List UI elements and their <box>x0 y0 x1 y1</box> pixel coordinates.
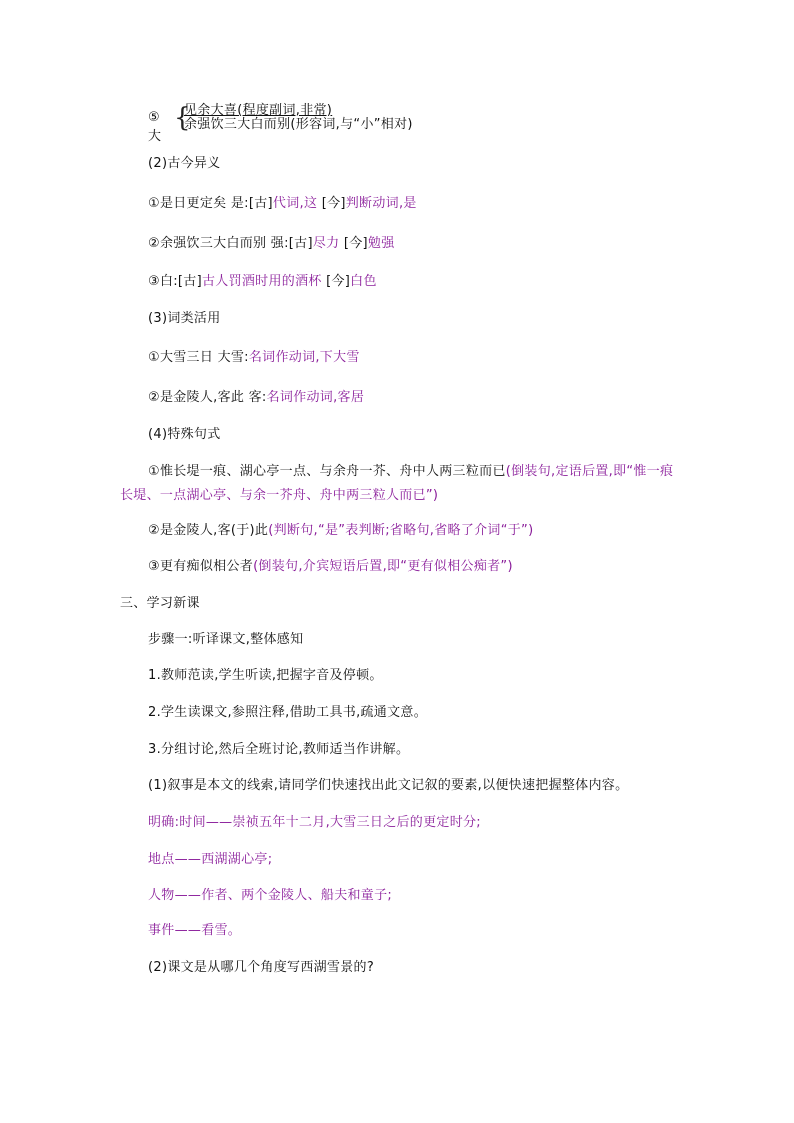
teshu-item-1-text: ①惟长堤一痕、湖心亭一点、与余舟一芥、舟中人两三粒而已 <box>148 464 506 479</box>
left-brace-icon: { <box>174 103 191 133</box>
teshu-item-3-answer: (倒装句,介宾短语后置,即“更有似相公痴者”) <box>253 559 513 574</box>
gujin-item-3 <box>148 273 377 291</box>
cilei-item-1 <box>148 349 360 367</box>
gujin-item-1-prefix: ①是日更定矣 是:[古] <box>148 196 273 211</box>
step-1-item-3: 3.分组讨论,然后全班讨论,教师适当作讲解。 <box>148 742 410 757</box>
item5-label: ⑤大 <box>148 110 162 144</box>
teshu-item-2-answer: (判断句,“是”表判断;省略句,省略了介词“于”) <box>268 523 534 538</box>
cilei-item-1-prefix: ①大雪三日 大雪: <box>148 350 249 365</box>
section-heading-new-lesson: 三、学习新课 <box>120 596 200 611</box>
answer-characters: 人物——作者、两个金陵人、船夫和童子; <box>148 888 393 903</box>
answer-event: 事件——看雪。 <box>148 923 242 938</box>
gujin-item-2-ancient: 尽力 <box>312 236 340 251</box>
gujin-item-2-modern: 勉强 <box>367 236 395 251</box>
gujin-item-1 <box>148 195 417 213</box>
gujin-item-3-ancient: 古人罚酒时用的酒杯 <box>201 274 322 289</box>
teshu-item-1-answer: (倒装句,定语后置,即“惟一痕长堤、一点湖心亭、与余一芥舟、舟中两三粒人而已”) <box>120 464 674 503</box>
teshu-item-3-text: ③更有痴似相公者 <box>148 559 254 574</box>
gujin-item-2-mid: [今] <box>339 236 368 251</box>
gujin-item-3-modern: 白色 <box>350 274 377 289</box>
gujin-item-1-modern: 判断动词,是 <box>345 196 417 211</box>
gujin-item-3-mid: [今] <box>321 274 351 289</box>
cilei-item-2-prefix: ②是金陵人,客此 客: <box>148 390 267 405</box>
teshu-item-2-text: ②是金陵人,客(于)此 <box>148 523 269 538</box>
gujin-item-2 <box>148 235 395 253</box>
teshu-item-2 <box>148 522 533 540</box>
teshu-item-3 <box>148 558 513 576</box>
answer-time: 明确:时间——崇祯五年十二月,大雪三日之后的更定时分; <box>148 815 481 830</box>
step-1-title: 步骤一:听译课文,整体感知 <box>148 632 304 647</box>
heading-teshu: (4)特殊句式 <box>148 427 221 442</box>
question-2: (2)课文是从哪几个角度写西湖雪景的? <box>148 960 375 975</box>
teshu-item-1 <box>120 460 680 508</box>
heading-cilei: (3)词类活用 <box>148 311 221 326</box>
gujin-item-3-prefix: ③白:[古] <box>148 274 202 289</box>
step-1-item-1: 1.教师范读,学生听读,把握字音及停顿。 <box>148 668 383 683</box>
answer-place: 地点——西湖湖心亭; <box>148 852 273 867</box>
gujin-item-2-prefix: ②余强饮三大白而别 强:[古] <box>148 236 313 251</box>
heading-gujin: (2)古今异义 <box>148 156 221 171</box>
cilei-item-2-answer: 名词作动词,客居 <box>266 390 365 405</box>
step-1-item-2: 2.学生读课文,参照注释,借助工具书,疏通文意。 <box>148 705 428 720</box>
item5-sense-a: 见余大喜(程度副词,非常) <box>184 103 333 118</box>
item5-sense-b: 余强饮三大白而别(形容词,与“小”相对) <box>184 117 413 132</box>
gujin-item-1-mid: [今] <box>317 196 346 211</box>
cilei-item-2 <box>148 389 364 407</box>
gujin-item-1-ancient: 代词,这 <box>272 196 318 211</box>
question-1: (1)叙事是本文的线索,请同学们快速找出此文记叙的要素,以便快速把握整体内容。 <box>148 778 629 793</box>
cilei-item-1-answer: 名词作动词,下大雪 <box>248 350 360 365</box>
